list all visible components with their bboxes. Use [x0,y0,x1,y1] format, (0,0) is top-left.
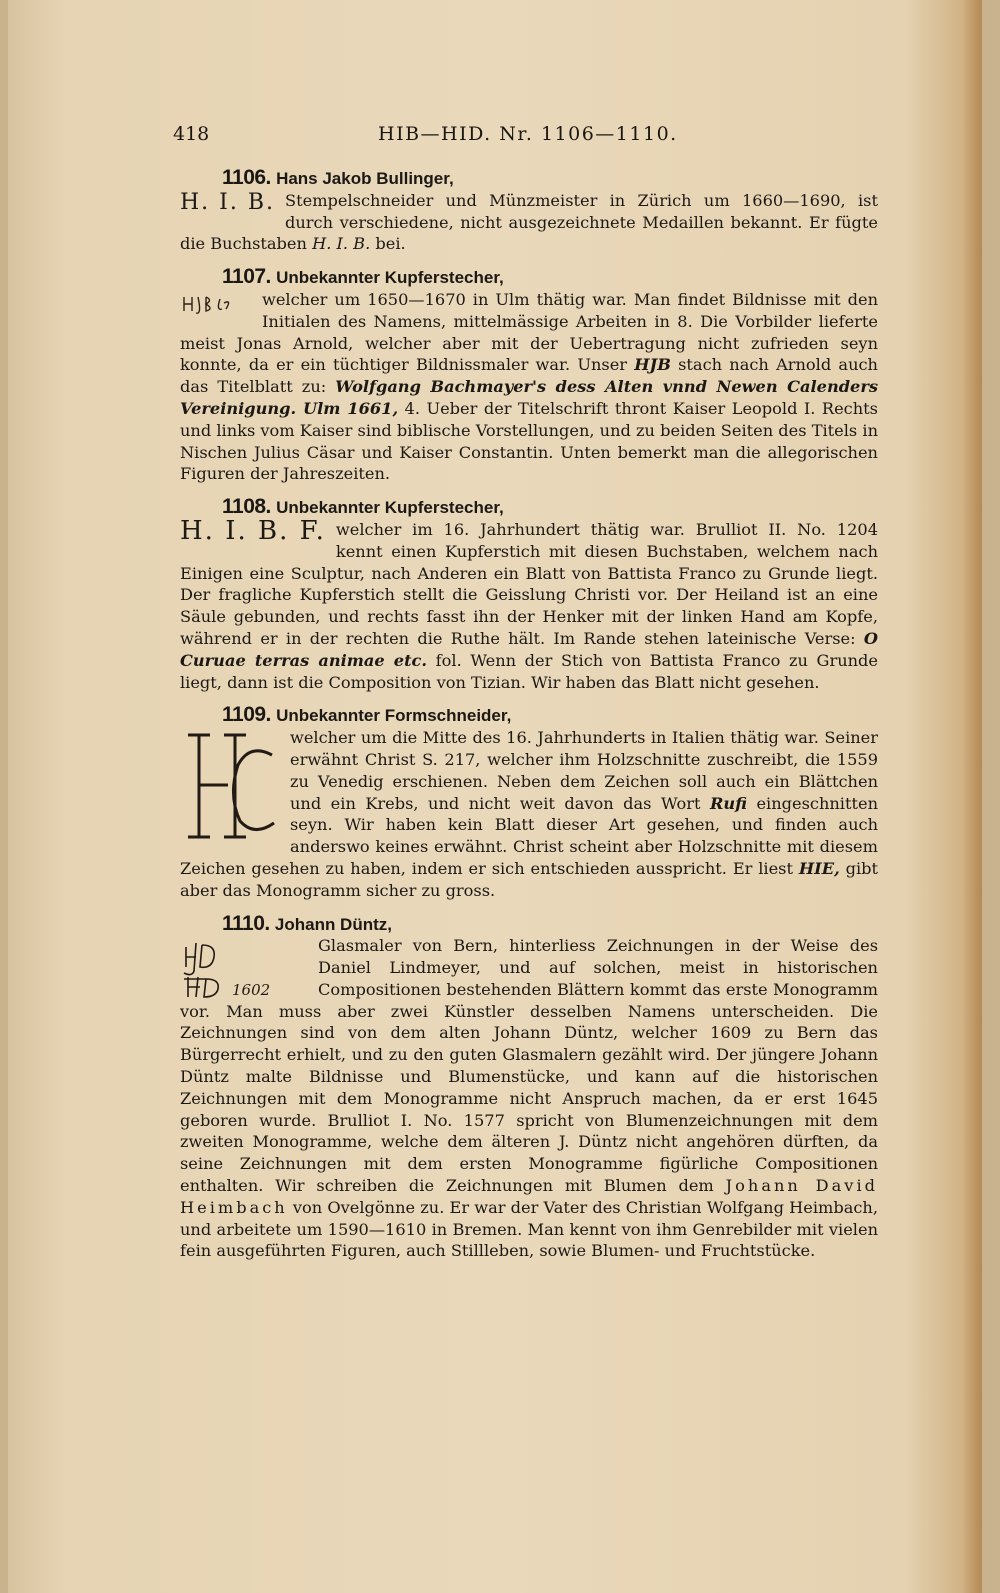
monogram-hjb-signature [180,289,254,319]
entry-name: Hans Jakob Bullinger, [276,169,454,188]
monogram-date: 1602 [232,981,271,1000]
entry-name: Unbekannter Kupferstecher, [276,498,504,518]
entry-number: 1109. [222,703,271,727]
entry-text: welcher um 1650—1670 in Ulm thätig war. Man findet Bildnisse mit den Initialen des Namens, mittelmässige Arbeiten in 8. Die Vorbilder lieferte meist Jonas Arnold, welcher aber mit der Uebertragung nicht zufrieden seyn konnte, da er ein tüchtiger Bildnissmaler war. Unser [180,289,878,375]
entry-text-spaced: Johann David Heimbach [180,1176,878,1217]
entry-number: 1108. [222,495,271,519]
entry-1106 [180,167,878,255]
entry-name: Unbekannter Kupferstecher, [276,268,504,288]
entry-text: Glasmaler von Bern, hinterliess Zeichnungen in der Weise des Daniel Lindmeyer, und auf solchen, meist in historischen Compositionen bestehenden Blättern kommt das erste Monogramm vor. Man muss aber zwei Künstler desselben Namens unterscheiden. Die Zeichnungen sind von dem alten Johann Düntz, welcher 1609 zu Bern das Bürgerrecht erhielt, und zu den guten Glasmalern gezählt wird. Der jüngere Johann Düntz malte Bildnisse und Blumenstücke, und kann auf die historischen Zeichnungen mit dem Monogramme nicht Anspruch machen, da er erst 1645 geboren wurde. Brulliot I. No. 1577 spricht von Blumenzeichnungen mit dem zweiten Monogramme, welche dem älteren J. Düntz nicht angehören dürften, da seine Zeichnungen mit dem ersten Monogramme figürliche Compositionen enthalten. Wir schreiben die Zeichnungen mit Blumen dem [180,936,878,1196]
entry-text: gibt aber das Monogramm sicher zu gross. [180,858,878,900]
entry-text: eingeschnitten seyn. Wir haben kein Blatt dieser Art gesehen, und finden auch anderswo keines erwähnt. Christ scheint aber Holzschnitte mit diesem Zeichen gesehen zu haben, indem er sich entschieden ausspricht. Er liest [180,793,878,878]
entry-text: 4. Ueber der Titelschrift thront Kaiser Leopold I. Rechts und links vom Kaiser sind biblische Vorstellungen, und zu beiden Seiten des Titels in Nischen Julius Cäsar und Kaiser Constantin. Unten bemerkt man die allegorischen Figuren der Jahreszeiten. [180,398,878,484]
page [8,0,982,1593]
entry-number: 1107. [222,265,271,289]
entry-text-end: bei. [375,234,406,254]
entry-text: Stempelschneider und Münzmeister in Zürich um 1660—1690, ist durch verschiedene, nicht ausgezeichnete Medaillen bekannt. Er fügte die Buchstaben [180,190,878,254]
entry-text: von Ovelgönne zu. Er war der Vater des Christian Wolfgang Heimbach, und arbeitete um 1590—1610 in Bremen. Man kennt von ihm Genrebilder mit vielen fein ausgeführten Figuren, auch Stillleben, sowie Blumen- und Fruchtstücke. [180,1197,878,1261]
page-edge-shadow [962,0,982,1593]
entry-1110 [180,913,878,1263]
entry-text: welcher im 16. Jahrhundert thätig war. Brulliot II. No. 1204 kennt einen Kupferstich mit diesen Buchstaben, welchem nach Einigen eine Sculptur, nach Anderen ein Blatt von Battista Franco zu Grunde liegt. Der fragliche Kupferstich stellt die Geisslung Christi vor. Der Heiland ist an eine Säule gebunden, und rechts fasst ihn der Henker mit der linken Hand am Kopfe, während er in der rechten die Ruthe hält. Im Rande stehen lateinische Verse: [180,519,878,648]
page-number: 418 [173,123,210,145]
entry-text: fol. Wenn der Stich von Battista Franco zu Grunde liegt, dann ist die Composition von Tizian. Wir haben das Blatt nicht gesehen. [180,650,879,692]
monogram-hd-pair [180,937,310,999]
entry-1109 [180,704,878,901]
entry-number: 1106. [222,166,271,189]
entry-title-italic: Wolfgang Bachmayer's dess Alten vnnd Newen Calenders Vereinigung. Ulm 1661, [180,377,878,418]
entry-name: Unbekannter Formschneider, [276,706,512,726]
entry-text-italic: HIE, [798,858,840,878]
monogram: H. I. B. F. [180,515,326,546]
entry-name: Johann Düntz, [274,914,392,934]
entry-text-italic: HJB [634,355,671,375]
entry-number: 1110. [222,911,270,935]
entry-text-italic: O Curuae terras animae etc. [180,628,878,670]
entry-1108 [180,496,878,693]
entry-text-italic: H. I. B. [312,234,371,254]
page-body [180,167,878,1273]
monogram-hc-woodcut [180,725,280,847]
entry-1107 [180,266,878,485]
entry-text: stach nach Arnold auch das Titelblatt zu: [180,355,878,397]
running-header [173,123,873,151]
header-title: HIB—HID. Nr. 1106—1110. [378,123,678,145]
entry-text: welcher um die Mitte des 16. Jahrhunderts in Italien thätig war. Seiner erwähnt Christ S. 217, welcher ihm Holzschnitte zuschreibt, die 1559 zu Venedig erschienen. Neben dem Zeichen soll auch ein Blättchen und ein Krebs, und nicht weit davon das Wort [290,728,878,813]
monogram: H. I. B. [180,189,276,215]
entry-text-italic: Rufi [709,793,747,813]
